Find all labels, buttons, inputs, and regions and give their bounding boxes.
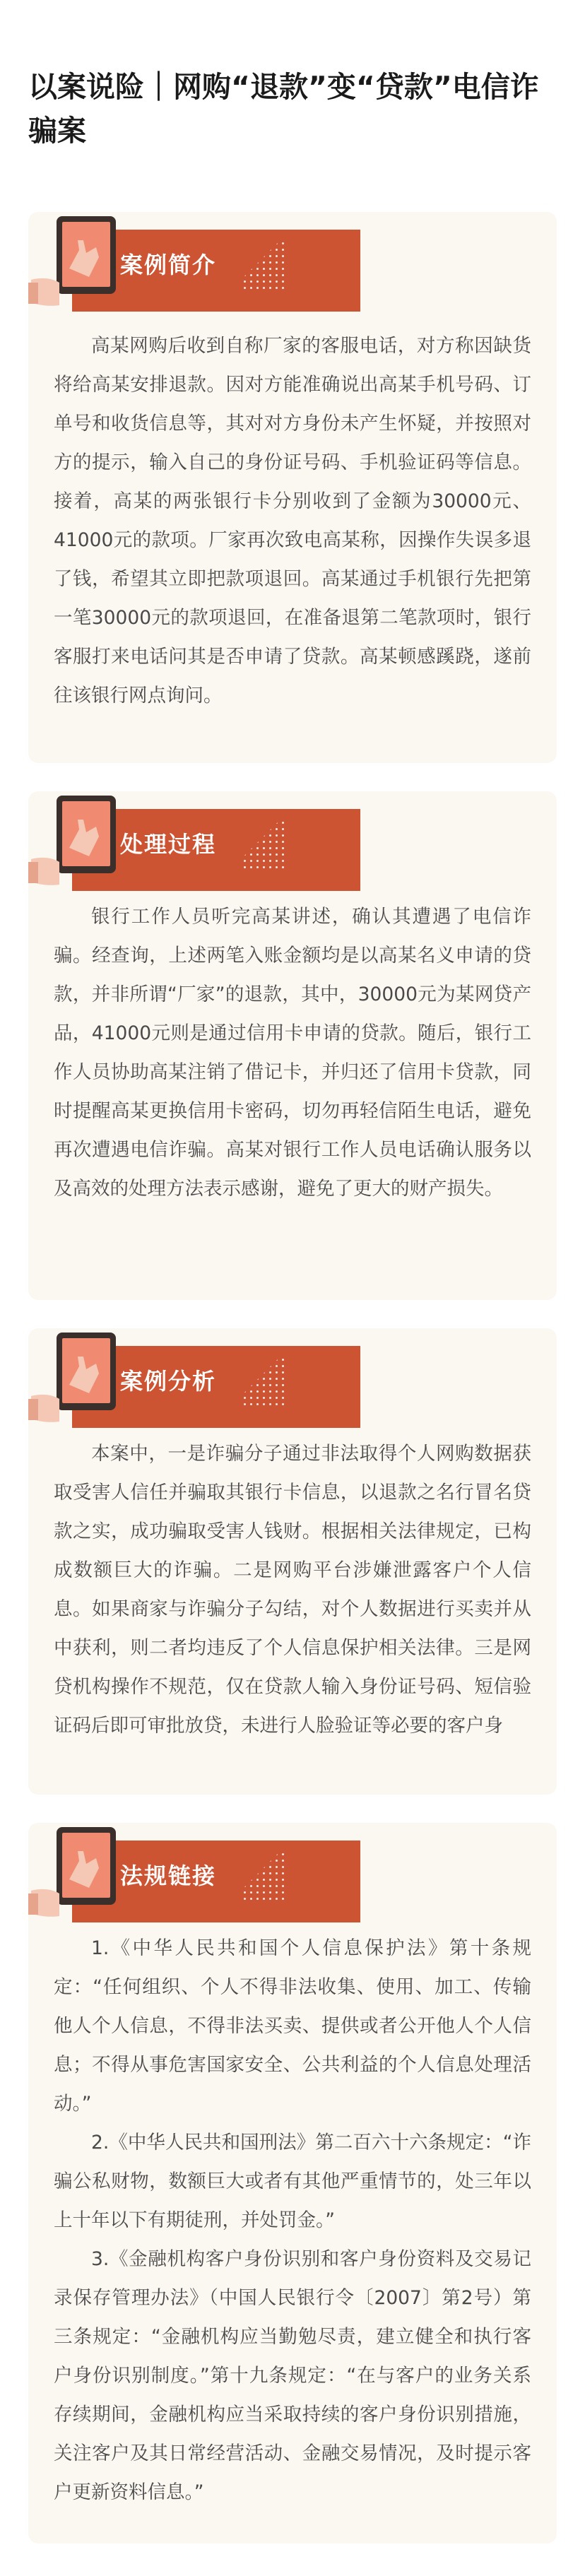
section-body [54, 1434, 531, 1745]
tablet-hand-icon [28, 1823, 120, 1922]
section-header [28, 1823, 353, 1908]
section-handling [28, 791, 557, 1300]
tablet-hand-icon [28, 212, 120, 311]
dot-pattern-decoration [242, 820, 288, 869]
section-paragraph: 高某网购后收到自称厂家的客服电话，对方称因缺货将给高某安排退款。因对方能准确说出高某手机号码、订单号和收货信息等，其对对方身份未产生怀疑，并按照对方的提示，输入自己的身份证号码、手机验证码等信息。接着，高某的两张银行卡分别收到了金额为30000元、41000元的款项。厂家再次致电高某称，因操作失误多退了钱，希望其立即把款项退回。高某通过手机银行先把第一笔30000元的款项退回，在准备退第二笔款项时，银行客服打来电话问其是否申请了贷款。高某顿感蹊跷，遂前往该银行网点询问。 [54, 335, 531, 707]
section-paragraph: 本案中，一是诈骗分子通过非法取得个人网购数据获取受害人信任并骗取其银行卡信息，以退款之名行冒名贷款之实，成功骗取受害人钱财。根据相关法律规定，已构成数额巨大的诈骗。二是网购平台涉嫌泄露客户个人信息。如果商家与诈骗分子勾结，对个人数据进行买卖并从中获利，则二者均违反了个人信息保护相关法律。三是网贷机构操作不规范，仅在贷款人输入身份证号码、短信验证码后即可审批放贷，未进行人脸验证等必要的客户身 [54, 1443, 531, 1737]
tablet-hand-icon [28, 1328, 120, 1427]
section-header [28, 1328, 353, 1413]
dot-pattern-decoration [242, 1357, 288, 1406]
law-paragraph: 1.《中华人民共和国个人信息保护法》第十条规定：“任何组织、个人不得非法收集、使用、加工、传输他人个人信息，不得非法买卖、提供或者公开他人个人信息；不得从事危害国家安全、公共利益的个人信息处理活动。” [54, 1937, 531, 2115]
section-heading: 法规链接 [120, 1862, 217, 1889]
article-title: 以案说险｜网购“退款”变“贷款”电信诈骗案 [28, 70, 539, 148]
section-regulations [28, 1823, 557, 2543]
section-paragraph: 银行工作人员听完高某讲述，确认其遭遇了电信诈骗。经查询，上述两笔入账金额均是以高某名义申请的贷款，并非所谓“厂家”的退款，其中，30000元为某网贷产品，41000元则是通过信用卡申请的贷款。随后，银行工作人员协助高某注销了借记卡，并归还了信用卡贷款，同时提醒高某更换信用卡密码，切勿再轻信陌生电话，避免再次遭遇电信诈骗。高某对银行工作人员电话确认服务以及高效的处理方法表示感谢，避免了更大的财产损失。 [54, 906, 531, 1200]
section-body [54, 897, 531, 1208]
section-heading: 案例简介 [120, 252, 217, 278]
dot-pattern-decoration [242, 1851, 288, 1901]
section-analysis [28, 1328, 557, 1795]
section-body [54, 1929, 531, 2512]
law-paragraph: 3.《金融机构客户身份识别和客户身份资料及交易记录保存管理办法》（中国人民银行令〔2007〕第2号）第三条规定：“金融机构应当勤勉尽责，建立健全和执行客户身份识别制度。”第十九条规定：“在与客户的业务关系存续期间，金融机构应当采取持续的客户身份识别措施，关注客户及其日常经营活动、金融交易情况，及时提示客户更新资料信息。” [54, 2248, 531, 2503]
law-paragraph: 2.《中华人民共和国刑法》第二百六十六条规定：“诈骗公私财物，数额巨大或者有其他严重情节的，处三年以上十年以下有期徒刑，并处罚金。” [54, 2132, 531, 2231]
tablet-hand-icon [28, 791, 120, 890]
section-heading: 处理过程 [120, 831, 217, 858]
section-case-intro [28, 212, 557, 763]
section-heading: 案例分析 [120, 1368, 217, 1395]
section-header [28, 791, 353, 876]
section-header [28, 212, 353, 297]
section-body [54, 326, 531, 715]
dot-pattern-decoration [242, 240, 288, 290]
